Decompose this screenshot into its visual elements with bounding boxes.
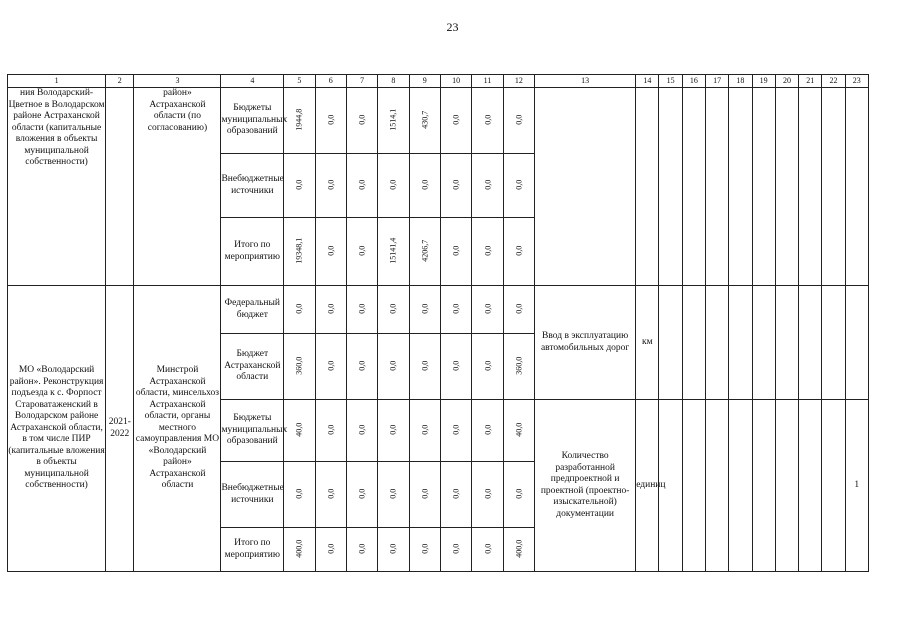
col-header: 2	[106, 75, 134, 88]
value-cell: 0,0	[388, 544, 398, 554]
value-cell: 0,0	[451, 489, 461, 499]
indicator-unit: единиц	[636, 400, 659, 572]
col-header: 18	[729, 75, 752, 88]
col-header: 7	[346, 75, 377, 88]
value-cell: 0,0	[357, 425, 367, 435]
value-cell: 0,0	[514, 180, 524, 190]
value-cell: 1944,8	[294, 109, 304, 131]
value-cell: 0,0	[325, 361, 335, 371]
value-cell: 0,0	[482, 489, 492, 499]
budget-table	[7, 74, 869, 572]
value-cell: 0,0	[388, 489, 398, 499]
value-cell: 0,0	[482, 304, 492, 314]
value-cell: 0,0	[357, 304, 367, 314]
funding-source: Итого по мероприятию	[221, 218, 284, 286]
table-row	[8, 88, 869, 154]
col-header: 3	[134, 75, 221, 88]
col-header: 12	[503, 75, 534, 88]
funding-source: Внебюджетные источники	[221, 154, 284, 218]
col-header: 15	[659, 75, 682, 88]
value-cell: 0,0	[514, 115, 524, 125]
indicator-name: Ввод в эксплуатацию автомобильных дорог	[535, 286, 636, 400]
column-number-row	[8, 75, 869, 88]
value-cell: 430,7	[420, 111, 430, 129]
funding-source: Бюджеты муниципальных образований	[221, 88, 284, 154]
value-cell: 0,0	[420, 425, 430, 435]
value-cell: 0,0	[325, 180, 335, 190]
value-cell: 0,0	[451, 115, 461, 125]
col-header: 9	[409, 75, 440, 88]
col-header: 14	[636, 75, 659, 88]
value-cell: 0,0	[388, 361, 398, 371]
executor: Минстрой Астраханской области, минсельхоз Астраханской области, органы местного самоуправления МО «Володарский район» Астраханской области	[134, 286, 221, 572]
col-header: 16	[682, 75, 705, 88]
col-header: 21	[799, 75, 822, 88]
value-cell: 360,0	[514, 357, 524, 375]
value-cell: 0,0	[482, 425, 492, 435]
value-cell: 0,0	[357, 361, 367, 371]
col-header: 11	[472, 75, 503, 88]
col-header: 17	[706, 75, 729, 88]
value-cell: 1514,1	[388, 109, 398, 131]
funding-source: Итого по мероприятию	[221, 528, 284, 572]
indicator-name: Количество разработанной предпроектной и проектной (проектно-изыскательной) документации	[535, 400, 636, 572]
value-cell: 0,0	[294, 489, 304, 499]
value-cell: 0,0	[325, 115, 335, 125]
value-cell: 0,0	[482, 361, 492, 371]
value-cell: 360,0	[294, 357, 304, 375]
value-cell: 0,0	[514, 304, 524, 314]
value-cell: 0,0	[357, 544, 367, 554]
value-cell: 0,0	[388, 304, 398, 314]
indicator-value: 1	[845, 400, 868, 572]
value-cell: 0,0	[451, 544, 461, 554]
value-cell: 0,0	[514, 489, 524, 499]
value-cell: 0,0	[451, 361, 461, 371]
value-cell: 0,0	[451, 180, 461, 190]
value-cell: 0,0	[420, 361, 430, 371]
value-cell: 0,0	[325, 544, 335, 554]
value-cell: 0,0	[294, 304, 304, 314]
col-header: 13	[535, 75, 636, 88]
value-cell: 0,0	[294, 180, 304, 190]
funding-source: Бюджеты муниципальных образований	[221, 400, 284, 462]
value-cell: 40,0	[514, 423, 524, 437]
value-cell: 0,0	[420, 304, 430, 314]
funding-source: Внебюджетные источники	[221, 462, 284, 528]
executor: район» Астраханской области (по согласованию)	[134, 88, 221, 286]
value-cell: 0,0	[514, 246, 524, 256]
value-cell: 0,0	[388, 425, 398, 435]
value-cell: 400,0	[294, 540, 304, 558]
value-cell: 0,0	[451, 304, 461, 314]
value-cell: 0,0	[420, 544, 430, 554]
value-cell: 0,0	[420, 180, 430, 190]
value-cell: 0,0	[357, 489, 367, 499]
value-cell: 40,0	[294, 423, 304, 437]
col-header: 23	[845, 75, 868, 88]
value-cell: 0,0	[482, 180, 492, 190]
value-cell: 0,0	[388, 180, 398, 190]
period-cell	[106, 88, 134, 286]
col-header: 5	[284, 75, 315, 88]
value-cell: 0,0	[325, 425, 335, 435]
value-cell: 0,0	[482, 246, 492, 256]
value-cell: 0,0	[325, 246, 335, 256]
funding-source: Бюджет Астраханской области	[221, 334, 284, 400]
col-header: 22	[822, 75, 845, 88]
period: 2021-2022	[106, 286, 134, 572]
col-header: 10	[440, 75, 471, 88]
value-cell: 0,0	[482, 115, 492, 125]
page-number: 23	[446, 20, 459, 34]
col-header: 19	[752, 75, 775, 88]
col-header: 6	[315, 75, 346, 88]
value-cell: 0,0	[357, 115, 367, 125]
value-cell: 0,0	[451, 246, 461, 256]
col-header: 4	[221, 75, 284, 88]
value-cell: 4206,7	[420, 240, 430, 262]
indicator-unit: км	[636, 286, 659, 400]
funding-source: Федеральный бюджет	[221, 286, 284, 334]
col-header: 8	[378, 75, 409, 88]
value-cell: 0,0	[357, 180, 367, 190]
value-cell: 19348,1	[294, 238, 304, 264]
measure-name: МО «Володарский район». Реконструкция подъезда к с. Форпост Староватаженский в Володарском районе Астраханской области, в том числе ПИР (капитальные вложения в объекты муниципальной собственности)	[8, 286, 106, 572]
value-cell: 0,0	[451, 425, 461, 435]
value-cell: 0,0	[482, 544, 492, 554]
col-header: 1	[8, 75, 106, 88]
value-cell: 0,0	[420, 489, 430, 499]
measure-name: ния Володарский-Цветное в Володарском районе Астраханской области (капитальные вложения в объекты муниципальной собственности)	[8, 88, 106, 286]
col-header: 20	[775, 75, 798, 88]
value-cell: 0,0	[325, 304, 335, 314]
value-cell: 0,0	[325, 489, 335, 499]
value-cell: 15141,4	[388, 238, 398, 264]
value-cell: 400,0	[514, 540, 524, 558]
value-cell: 0,0	[357, 246, 367, 256]
table-row	[8, 286, 869, 334]
